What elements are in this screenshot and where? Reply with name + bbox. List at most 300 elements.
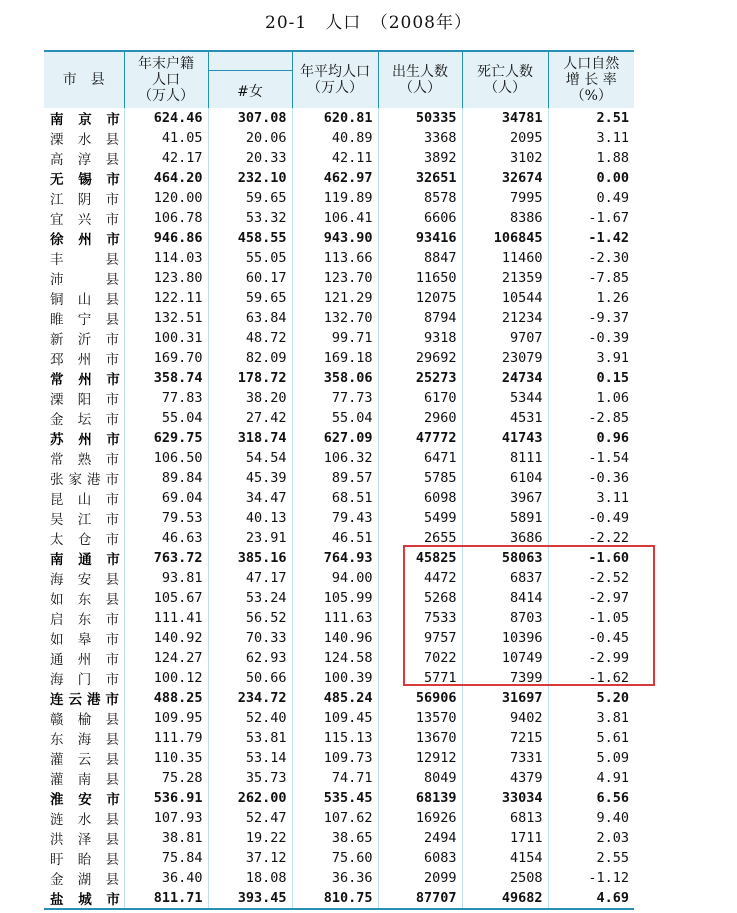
cell-female: 55.05 [208,248,292,268]
cell-name: 常 熟 市 [44,448,124,468]
cell-female: 82.09 [208,348,292,368]
table-row [44,648,634,668]
table-row [44,128,634,148]
cell-growth: -2.99 [588,650,629,666]
cell-female: 178.72 [208,368,292,388]
cell-female: 70.33 [208,628,292,648]
cell-deaths: 10544 [462,288,548,308]
table-row [44,568,634,588]
cell-avg: 764.93 [292,548,378,568]
cell-avg: 124.58 [292,648,378,668]
cell-deaths: 3686 [462,528,548,548]
table-row [44,748,634,768]
cell-female: 318.74 [208,428,292,448]
cell-growth: 1.26 [596,290,629,306]
cell-female: 50.66 [208,668,292,688]
cell-pop: 106.78 [124,208,208,228]
cell-avg: 107.62 [292,808,378,828]
cell-pop: 75.28 [124,768,208,788]
cell-births: 8794 [378,308,462,328]
cell-female: 60.17 [208,268,292,288]
cell-avg: 105.99 [292,588,378,608]
cell-births: 16926 [378,808,462,828]
cell-avg: 140.96 [292,628,378,648]
cell-births: 45825 [378,548,462,568]
table-row [44,588,634,608]
cell-deaths: 6813 [462,808,548,828]
cell-name: 沛 县 [44,268,124,288]
cell-deaths: 34781 [462,108,548,128]
table-row [44,848,634,868]
cell-name: 南 京 市 [44,108,124,128]
cell-pop: 77.83 [124,388,208,408]
cell-female: 262.00 [208,788,292,808]
cell-name: 盱 眙 县 [44,848,124,868]
cell-growth: 2.51 [596,110,629,126]
cell-pop: 89.84 [124,468,208,488]
cell-female: 37.12 [208,848,292,868]
cell-pop: 107.93 [124,808,208,828]
cell-births: 6170 [378,388,462,408]
table-row [44,268,634,288]
cell-growth: -0.39 [588,330,629,346]
table-row [44,188,634,208]
cell-pop: 46.63 [124,528,208,548]
cell-avg: 123.70 [292,268,378,288]
cell-growth: -2.30 [588,250,629,266]
cell-deaths: 9402 [462,708,548,728]
cell-births: 6471 [378,448,462,468]
table-row [44,468,634,488]
cell-avg: 115.13 [292,728,378,748]
cell-avg: 485.24 [292,688,378,708]
cell-births: 2494 [378,828,462,848]
cell-pop: 105.67 [124,588,208,608]
cell-pop: 811.71 [124,888,208,908]
cell-deaths: 8386 [462,208,548,228]
cell-avg: 74.71 [292,768,378,788]
cell-deaths: 7399 [462,668,548,688]
cell-avg: 75.60 [292,848,378,868]
cell-female: 54.54 [208,448,292,468]
cell-pop: 109.95 [124,708,208,728]
cell-name: 东 海 县 [44,728,124,748]
table-row [44,728,634,748]
table-row [44,228,634,248]
cell-deaths: 21359 [462,268,548,288]
cell-growth: 0.96 [596,430,629,446]
cell-births: 8049 [378,768,462,788]
cell-pop: 763.72 [124,548,208,568]
cell-growth: 4.69 [596,890,629,906]
table-row [44,388,634,408]
cell-name: 高 淳 县 [44,148,124,168]
cell-births: 2960 [378,408,462,428]
cell-female: 20.33 [208,148,292,168]
table-row [44,288,634,308]
cell-name: 新 沂 市 [44,328,124,348]
cell-pop: 124.27 [124,648,208,668]
cell-births: 13570 [378,708,462,728]
cell-avg: 113.66 [292,248,378,268]
cell-births: 5268 [378,588,462,608]
cell-growth: -2.22 [588,530,629,546]
cell-growth: 0.49 [596,190,629,206]
table-row [44,308,634,328]
table-row [44,788,634,808]
cell-pop: 114.03 [124,248,208,268]
cell-female: 53.32 [208,208,292,228]
cell-deaths: 2508 [462,868,548,888]
table-row [44,328,634,348]
cell-avg: 132.70 [292,308,378,328]
cell-avg: 46.51 [292,528,378,548]
header-deaths: 死亡人数 （人） [462,52,548,108]
cell-growth: -0.36 [588,470,629,486]
table-row [44,868,634,888]
table-row [44,248,634,268]
cell-births: 13670 [378,728,462,748]
cell-name: 如 皋 市 [44,628,124,648]
cell-deaths: 8414 [462,588,548,608]
cell-growth: 9.40 [596,810,629,826]
cell-deaths: 23079 [462,348,548,368]
cell-female: 56.52 [208,608,292,628]
cell-pop: 79.53 [124,508,208,528]
cell-female: 23.91 [208,528,292,548]
cell-avg: 620.81 [292,108,378,128]
cell-name: 张家港市 [44,468,124,488]
cell-name: 苏 州 市 [44,428,124,448]
cell-name: 溧 水 县 [44,128,124,148]
cell-births: 8847 [378,248,462,268]
cell-pop: 536.91 [124,788,208,808]
cell-female: 27.42 [208,408,292,428]
cell-births: 25273 [378,368,462,388]
cell-female: 63.84 [208,308,292,328]
table-row [44,348,634,368]
cell-name: 海 安 县 [44,568,124,588]
cell-growth: 4.91 [596,770,629,786]
cell-growth: -1.42 [588,230,629,246]
cell-deaths: 7995 [462,188,548,208]
cell-births: 2655 [378,528,462,548]
cell-female: 35.73 [208,768,292,788]
cell-pop: 946.86 [124,228,208,248]
cell-female: 385.16 [208,548,292,568]
cell-births: 5771 [378,668,462,688]
table-row [44,508,634,528]
cell-avg: 106.41 [292,208,378,228]
cell-births: 47772 [378,428,462,448]
cell-growth: -9.37 [588,310,629,326]
cell-deaths: 10749 [462,648,548,668]
cell-avg: 121.29 [292,288,378,308]
cell-female: 40.13 [208,508,292,528]
cell-growth: -0.49 [588,510,629,526]
cell-deaths: 49682 [462,888,548,908]
cell-avg: 627.09 [292,428,378,448]
cell-avg: 55.04 [292,408,378,428]
cell-births: 6606 [378,208,462,228]
cell-avg: 89.57 [292,468,378,488]
cell-avg: 36.36 [292,868,378,888]
table-row [44,428,634,448]
cell-growth: -7.85 [588,270,629,286]
cell-growth: 2.55 [596,850,629,866]
cell-births: 6098 [378,488,462,508]
cell-pop: 624.46 [124,108,208,128]
cell-name: 盐 城 市 [44,888,124,908]
cell-female: 393.45 [208,888,292,908]
cell-avg: 38.65 [292,828,378,848]
header-row [44,52,634,108]
cell-name: 金 湖 县 [44,868,124,888]
cell-deaths: 8111 [462,448,548,468]
cell-deaths: 31697 [462,688,548,708]
cell-growth: -1.12 [588,870,629,886]
cell-births: 5499 [378,508,462,528]
cell-female: 234.72 [208,688,292,708]
cell-avg: 169.18 [292,348,378,368]
cell-female: 53.81 [208,728,292,748]
cell-name: 吴 江 市 [44,508,124,528]
cell-name: 如 东 县 [44,588,124,608]
cell-avg: 119.89 [292,188,378,208]
cell-growth: 2.03 [596,830,629,846]
table-row [44,628,634,648]
cell-name: 洪 泽 县 [44,828,124,848]
cell-growth: -2.97 [588,590,629,606]
cell-births: 93416 [378,228,462,248]
cell-births: 50335 [378,108,462,128]
cell-female: 18.08 [208,868,292,888]
cell-births: 3892 [378,148,462,168]
cell-pop: 464.20 [124,168,208,188]
cell-pop: 41.05 [124,128,208,148]
cell-deaths: 24734 [462,368,548,388]
cell-name: 无 锡 市 [44,168,124,188]
cell-pop: 629.75 [124,428,208,448]
cell-pop: 140.92 [124,628,208,648]
cell-avg: 462.97 [292,168,378,188]
cell-births: 68139 [378,788,462,808]
cell-deaths: 1711 [462,828,548,848]
cell-births: 2099 [378,868,462,888]
page-title: 20-1 人口 （2008年） [265,13,472,33]
cell-deaths: 2095 [462,128,548,148]
cell-name: 太 仓 市 [44,528,124,548]
cell-pop: 69.04 [124,488,208,508]
cell-growth: 1.06 [596,390,629,406]
cell-deaths: 5344 [462,388,548,408]
cell-female: 59.65 [208,288,292,308]
cell-growth: 0.15 [596,370,629,386]
cell-births: 32651 [378,168,462,188]
cell-growth: 0.00 [596,170,629,186]
cell-growth: 6.56 [596,790,629,806]
cell-female: 45.39 [208,468,292,488]
table-bottom-border [44,908,634,910]
cell-growth: 3.81 [596,710,629,726]
cell-deaths: 7331 [462,748,548,768]
cell-deaths: 8703 [462,608,548,628]
cell-pop: 488.25 [124,688,208,708]
cell-pop: 36.40 [124,868,208,888]
cell-pop: 110.35 [124,748,208,768]
cell-name: 溧 阳 市 [44,388,124,408]
cell-growth: -1.67 [588,210,629,226]
cell-pop: 120.00 [124,188,208,208]
table-row [44,808,634,828]
cell-deaths: 3102 [462,148,548,168]
cell-births: 5785 [378,468,462,488]
cell-deaths: 10396 [462,628,548,648]
cell-name: 睢 宁 县 [44,308,124,328]
cell-growth: -1.62 [588,670,629,686]
cell-avg: 99.71 [292,328,378,348]
cell-births: 11650 [378,268,462,288]
cell-growth: -1.60 [588,550,629,566]
cell-growth: -1.54 [588,450,629,466]
cell-growth: -2.85 [588,410,629,426]
table-row [44,608,634,628]
header-split-line [209,70,292,71]
cell-pop: 55.04 [124,408,208,428]
cell-name: 邳 州 市 [44,348,124,368]
cell-deaths: 4531 [462,408,548,428]
cell-avg: 535.45 [292,788,378,808]
cell-name: 铜 山 县 [44,288,124,308]
table-row [44,368,634,388]
cell-female: 34.47 [208,488,292,508]
cell-deaths: 4154 [462,848,548,868]
cell-deaths: 11460 [462,248,548,268]
cell-growth: -2.52 [588,570,629,586]
cell-births: 87707 [378,888,462,908]
table-body [44,108,634,908]
cell-growth: 5.20 [596,690,629,706]
cell-name: 淮 安 市 [44,788,124,808]
cell-female: 307.08 [208,108,292,128]
cell-avg: 810.75 [292,888,378,908]
cell-female: 52.40 [208,708,292,728]
cell-avg: 79.43 [292,508,378,528]
header-year-end: 年末户籍 人口 （万人） [124,52,208,108]
cell-births: 12912 [378,748,462,768]
cell-female: 53.24 [208,588,292,608]
cell-name: 丰 县 [44,248,124,268]
header-female: #女 [208,52,292,108]
cell-avg: 77.73 [292,388,378,408]
cell-avg: 358.06 [292,368,378,388]
cell-pop: 169.70 [124,348,208,368]
cell-pop: 106.50 [124,448,208,468]
cell-female: 53.14 [208,748,292,768]
cell-name: 通 州 市 [44,648,124,668]
cell-births: 7022 [378,648,462,668]
table-row [44,448,634,468]
cell-deaths: 5891 [462,508,548,528]
header-growth-rate: 人口自然 增 长 率 （%） [563,56,620,104]
cell-avg: 109.73 [292,748,378,768]
cell-deaths: 9707 [462,328,548,348]
table-row [44,888,634,908]
cell-pop: 123.80 [124,268,208,288]
table-row [44,548,634,568]
cell-female: 38.20 [208,388,292,408]
cell-name: 启 东 市 [44,608,124,628]
cell-births: 9318 [378,328,462,348]
cell-births: 12075 [378,288,462,308]
cell-avg: 42.11 [292,148,378,168]
cell-growth: 3.91 [596,350,629,366]
table-row [44,768,634,788]
cell-growth: 5.61 [596,730,629,746]
cell-deaths: 32674 [462,168,548,188]
cell-name: 江 阴 市 [44,188,124,208]
cell-female: 19.22 [208,828,292,848]
cell-growth: -1.05 [588,610,629,626]
cell-name: 连云港市 [44,688,124,708]
cell-births: 9757 [378,628,462,648]
cell-name: 南 通 市 [44,548,124,568]
header-births: 出生人数 （人） [378,52,462,108]
cell-name: 昆 山 市 [44,488,124,508]
population-table-container [44,50,634,910]
cell-pop: 100.12 [124,668,208,688]
table-row [44,668,634,688]
cell-female: 458.55 [208,228,292,248]
population-table [44,52,634,908]
table-row [44,208,634,228]
cell-avg: 100.39 [292,668,378,688]
cell-female: 62.93 [208,648,292,668]
cell-pop: 42.17 [124,148,208,168]
cell-pop: 358.74 [124,368,208,388]
cell-avg: 106.32 [292,448,378,468]
cell-avg: 40.89 [292,128,378,148]
cell-pop: 132.51 [124,308,208,328]
header-county: 市 县 [44,52,124,108]
cell-deaths: 21234 [462,308,548,328]
cell-deaths: 4379 [462,768,548,788]
cell-female: 47.17 [208,568,292,588]
cell-avg: 94.00 [292,568,378,588]
cell-female: 59.65 [208,188,292,208]
cell-pop: 75.84 [124,848,208,868]
table-row [44,168,634,188]
cell-births: 8578 [378,188,462,208]
cell-name: 海 门 市 [44,668,124,688]
cell-name: 灌 南 县 [44,768,124,788]
cell-growth: 3.11 [596,490,629,506]
table-row [44,108,634,128]
cell-avg: 68.51 [292,488,378,508]
header-avg-pop: 年平均人口 （万人） [292,52,378,108]
cell-pop: 122.11 [124,288,208,308]
cell-pop: 100.31 [124,328,208,348]
cell-deaths: 3967 [462,488,548,508]
cell-deaths: 58063 [462,548,548,568]
cell-name: 常 州 市 [44,368,124,388]
cell-female: 20.06 [208,128,292,148]
cell-female: 232.10 [208,168,292,188]
cell-deaths: 33034 [462,788,548,808]
cell-pop: 111.79 [124,728,208,748]
table-row [44,408,634,428]
cell-growth: 1.88 [596,150,629,166]
